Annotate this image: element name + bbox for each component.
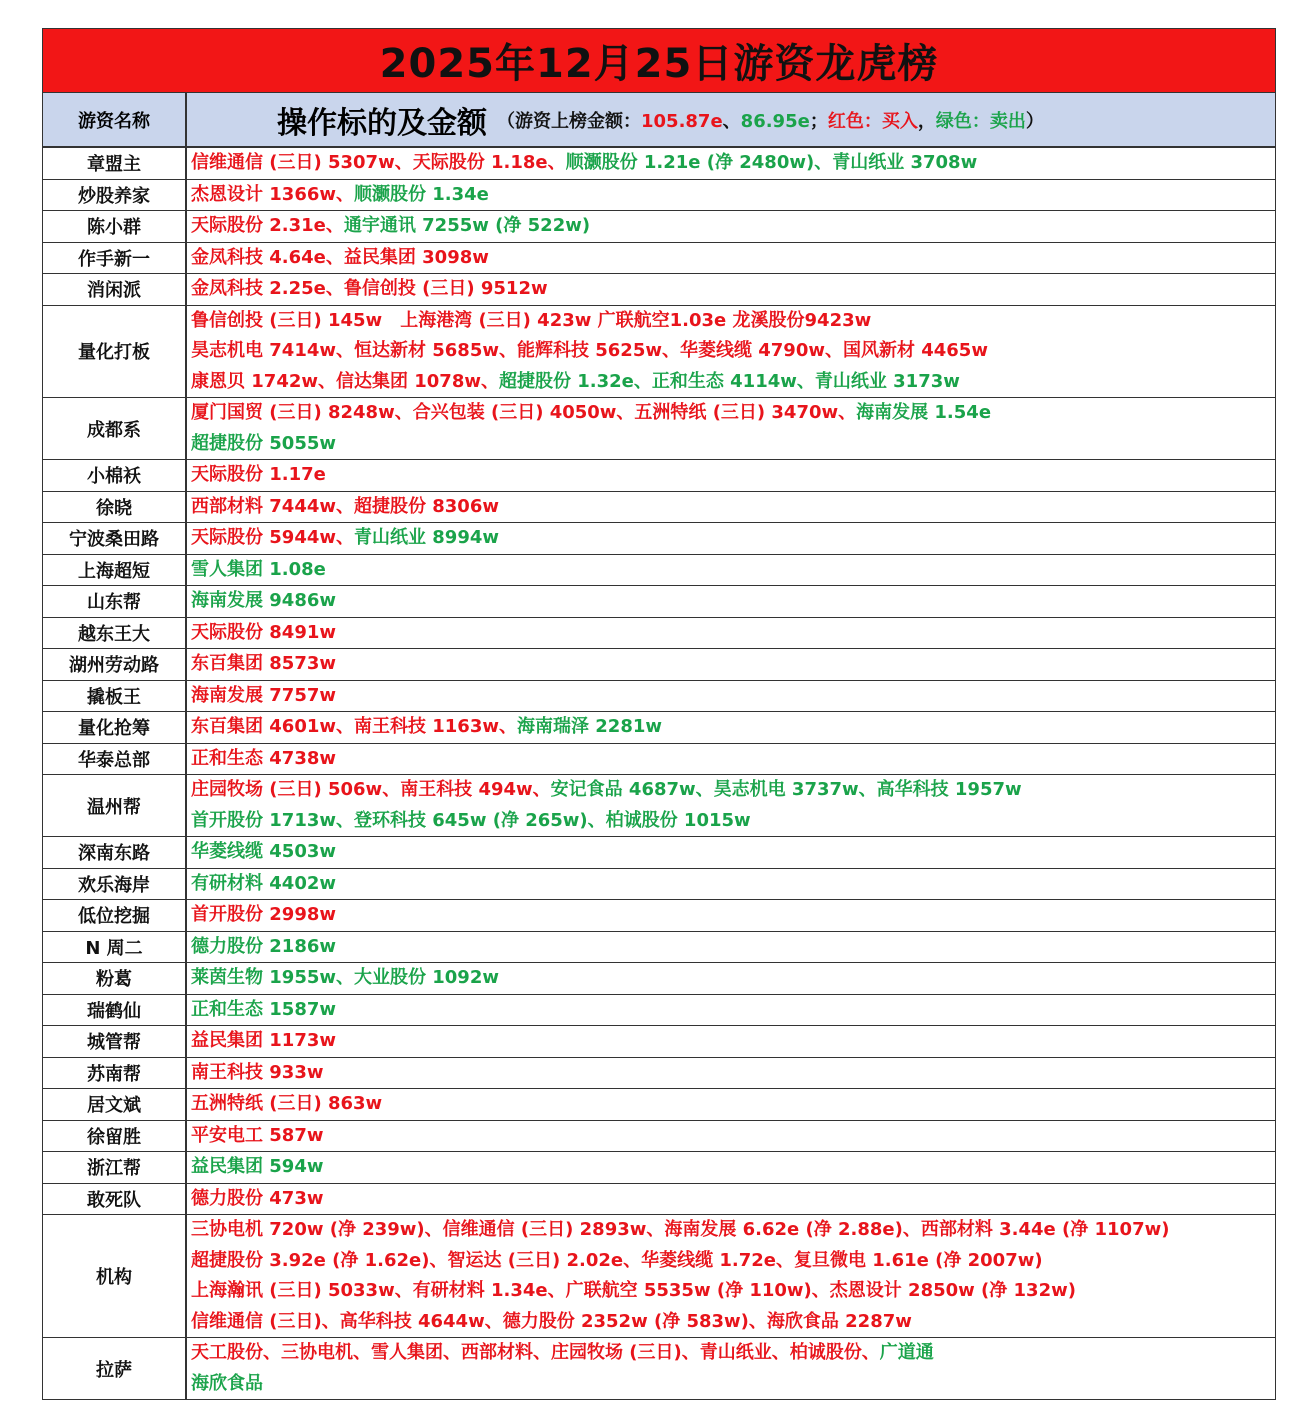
operations-line — [191, 336, 1275, 367]
header-operations-title: 操作标的及金额 — [277, 105, 487, 141]
buy-entry: 三协电机 720w (净 239w)、信维通信 (三日) 2893w、海南发展 6.62e (净 2.88e)、西部材料 3.44e (净 1107w) — [191, 1219, 1170, 1240]
operations-cell — [187, 398, 1275, 459]
buy-entry: 杰恩设计 1366w、 — [191, 183, 354, 205]
buy-entry: 金凤科技 4.64e、益民集团 3098w — [191, 246, 489, 268]
table-row — [43, 306, 1275, 399]
table-row — [43, 869, 1275, 901]
buy-entry: 金凤科技 2.25e、鲁信创投 (三日) 9512w — [191, 278, 548, 299]
operations-line — [191, 1338, 1275, 1369]
trader-name: 华泰总部 — [43, 744, 187, 775]
operations-line — [191, 869, 1275, 900]
sell-entry: 海南瑞泽 2281w — [517, 716, 662, 737]
operations-cell — [187, 1058, 1275, 1089]
operations-cell — [187, 775, 1275, 836]
operations-line — [191, 1026, 1275, 1057]
buy-entry: 首开股份 2998w — [191, 904, 336, 925]
trader-name: 炒股养家 — [43, 180, 187, 211]
legend-segment: ） — [1025, 110, 1044, 132]
operations-cell — [187, 586, 1275, 617]
operations-line — [191, 148, 1275, 179]
buy-entry: 信维通信 (三日) 5307w、天际股份 1.18e、 — [191, 152, 566, 173]
trader-name: 敢死队 — [43, 1184, 187, 1215]
operations-line — [191, 1121, 1275, 1152]
trader-name: 徐晓 — [43, 492, 187, 523]
operations-cell — [187, 211, 1275, 242]
buy-entry: 东百集团 4601w、南王科技 1163w、 — [191, 716, 517, 737]
table-row — [43, 274, 1275, 306]
header-legend — [497, 107, 1044, 133]
operations-line — [191, 429, 1275, 460]
operations-cell — [187, 1026, 1275, 1057]
table-row — [43, 180, 1275, 212]
buy-entry: 五洲特纸 (三日) 863w — [191, 1093, 383, 1114]
operations-line — [191, 900, 1275, 931]
trader-name: 上海超短 — [43, 555, 187, 586]
sell-entry: 海欣食品 — [191, 1372, 263, 1394]
operations-cell — [187, 1152, 1275, 1183]
operations-line — [191, 1215, 1275, 1246]
table-row — [43, 1338, 1275, 1399]
table-body — [43, 148, 1275, 1399]
table-row — [43, 649, 1275, 681]
table-row — [43, 555, 1275, 587]
sell-entry: 正和生态 1587w — [191, 998, 336, 1020]
sell-entry: 雪人集团 1.08e — [191, 558, 326, 580]
operations-cell — [187, 1184, 1275, 1215]
table-row — [43, 932, 1275, 964]
buy-entry: 鲁信创投 (三日) 145w 上海港湾 (三日) 423w 广联航空1.03e 龙溪股份9423w — [191, 309, 872, 331]
operations-line — [191, 649, 1275, 680]
operations-cell — [187, 1121, 1275, 1152]
trader-name: 撬板王 — [43, 681, 187, 712]
operations-line — [191, 274, 1275, 305]
buy-entry: 东百集团 8573w — [191, 653, 336, 674]
operations-line — [191, 398, 1275, 429]
sell-entry: 海南发展 9486w — [191, 590, 336, 611]
operations-line — [191, 1307, 1275, 1338]
operations-line — [191, 523, 1275, 554]
table-header — [43, 93, 1275, 148]
table-row — [43, 1026, 1275, 1058]
table-row — [43, 712, 1275, 744]
buy-entry: 昊志机电 7414w、恒达新材 5685w、能辉科技 5625w、华菱线缆 4790w、国风新材 4465w — [191, 340, 988, 361]
trader-name: 越东王大 — [43, 618, 187, 649]
trader-name: 居文斌 — [43, 1089, 187, 1120]
operations-cell — [187, 837, 1275, 868]
buy-entry: 天际股份 2.31e、 — [191, 215, 344, 236]
operations-cell — [187, 869, 1275, 900]
legend-segment: ， — [917, 110, 936, 132]
trader-name: 陈小群 — [43, 211, 187, 242]
table-row — [43, 681, 1275, 713]
trader-name: 量化抢筹 — [43, 712, 187, 743]
operations-line — [191, 460, 1275, 491]
table-row — [43, 523, 1275, 555]
buy-entry: 康恩贝 1742w、信达集团 1078w、 — [191, 370, 499, 392]
operations-line — [191, 492, 1275, 523]
operations-line — [191, 1246, 1275, 1277]
trader-name: 拉萨 — [43, 1338, 187, 1399]
operations-cell — [187, 744, 1275, 775]
trader-name: 机构 — [43, 1215, 187, 1337]
sell-entry: 华菱线缆 4503w — [191, 841, 336, 862]
table-row — [43, 900, 1275, 932]
operations-line — [191, 1184, 1275, 1215]
operations-cell — [187, 243, 1275, 274]
table-row — [43, 460, 1275, 492]
operations-cell — [187, 932, 1275, 963]
operations-line — [191, 243, 1275, 274]
table-row — [43, 586, 1275, 618]
buy-entry: 德力股份 473w — [191, 1187, 324, 1209]
trader-name: 湖州劳动路 — [43, 649, 187, 680]
trader-name: 低位挖掘 — [43, 900, 187, 931]
legend-segment: （游资上榜金额： — [497, 110, 641, 132]
table-row — [43, 744, 1275, 776]
operations-line — [191, 712, 1275, 743]
operations-line — [191, 837, 1275, 868]
operations-line — [191, 1089, 1275, 1120]
trader-name: 消闲派 — [43, 274, 187, 305]
operations-cell — [187, 274, 1275, 305]
sell-entry: 顺灏股份 1.21e (净 2480w)、青山纸业 3708w — [565, 152, 978, 173]
table-row — [43, 775, 1275, 837]
buy-entry: 海南发展 7757w — [191, 684, 336, 706]
operations-cell — [187, 963, 1275, 994]
operations-line — [191, 932, 1275, 963]
sell-entry: 超捷股份 1.32e、正和生态 4114w、青山纸业 3173w — [499, 370, 960, 392]
operations-line — [191, 1058, 1275, 1089]
trader-name: 深南东路 — [43, 837, 187, 868]
buy-entry: 厦门国贸 (三日) 8248w、合兴包装 (三日) 4050w、五洲特纸 (三日) 3470w、 — [191, 402, 857, 423]
operations-line — [191, 806, 1275, 837]
header-operations — [187, 93, 1275, 146]
operations-cell — [187, 1215, 1275, 1337]
operations-line — [191, 995, 1275, 1026]
trader-name: 浙江帮 — [43, 1152, 187, 1183]
buy-entry: 平安电工 587w — [191, 1124, 324, 1146]
buy-entry: 超捷股份 3.92e (净 1.62e)、智运达 (三日) 2.02e、华菱线缆 1.72e、复旦微电 1.61e (净 2007w) — [191, 1249, 1043, 1271]
operations-cell — [187, 900, 1275, 931]
table-row — [43, 243, 1275, 275]
buy-entry: 上海瀚讯 (三日) 5033w、有研材料 1.34e、广联航空 5535w (净 110w)、杰恩设计 2850w (净 132w) — [191, 1280, 1076, 1301]
buy-entry: 西部材料 7444w、超捷股份 8306w — [191, 495, 499, 517]
trader-name: 粉葛 — [43, 963, 187, 994]
legend-segment: 绿色：卖出 — [935, 110, 1026, 132]
operations-line — [191, 180, 1275, 211]
legend-segment: 86.95e — [740, 110, 810, 132]
buy-entry: 南王科技 933w — [191, 1061, 324, 1083]
table-row — [43, 837, 1275, 869]
operations-cell — [187, 649, 1275, 680]
operations-line — [191, 618, 1275, 649]
buy-entry: 天际股份 1.17e — [191, 464, 326, 485]
trader-name: 成都系 — [43, 398, 187, 459]
table-row — [43, 995, 1275, 1027]
table-row — [43, 1184, 1275, 1216]
sell-entry: 有研材料 4402w — [191, 872, 336, 894]
trader-name: 宁波桑田路 — [43, 523, 187, 554]
operations-cell — [187, 492, 1275, 523]
page-title: 2025年12月25日游资龙虎榜 — [43, 29, 1275, 93]
trader-name: 苏南帮 — [43, 1058, 187, 1089]
table-row — [43, 1121, 1275, 1153]
table-row — [43, 1215, 1275, 1338]
sell-entry: 德力股份 2186w — [191, 935, 336, 957]
buy-entry: 信维通信 (三日)、高华科技 4644w、德力股份 2352w (净 583w)、海欣食品 2287w — [191, 1310, 912, 1332]
trader-name: N 周二 — [43, 932, 187, 963]
table-row — [43, 211, 1275, 243]
operations-line — [191, 367, 1275, 398]
operations-cell — [187, 306, 1275, 398]
operations-line — [191, 555, 1275, 586]
buy-entry: 庄园牧场 (三日) 506w、南王科技 494w、 — [191, 779, 551, 800]
sell-entry: 广道通 — [879, 1342, 934, 1363]
sell-entry: 通宇通讯 7255w (净 522w) — [343, 215, 591, 236]
legend-segment: ； — [809, 110, 828, 132]
sell-entry: 顺灏股份 1.34e — [354, 183, 489, 205]
operations-cell — [187, 618, 1275, 649]
operations-line — [191, 963, 1275, 994]
operations-line — [191, 744, 1275, 775]
table-row — [43, 398, 1275, 460]
trader-name: 作手新一 — [43, 243, 187, 274]
buy-entry: 天际股份 8491w — [191, 621, 336, 643]
table-row — [43, 1152, 1275, 1184]
trader-name: 温州帮 — [43, 775, 187, 836]
sell-entry: 莱茵生物 1955w、大业股份 1092w — [191, 967, 499, 988]
sell-entry: 安记食品 4687w、昊志机电 3737w、高华科技 1957w — [550, 779, 1022, 800]
operations-cell — [187, 555, 1275, 586]
trader-name: 徐留胜 — [43, 1121, 187, 1152]
operations-line — [191, 681, 1275, 712]
operations-line — [191, 1276, 1275, 1307]
sell-entry: 超捷股份 5055w — [191, 432, 336, 454]
sell-entry: 海南发展 1.54e — [856, 402, 992, 423]
table-row — [43, 618, 1275, 650]
table-row — [43, 1058, 1275, 1090]
legend-segment: 红色：买入 — [827, 110, 918, 132]
sell-entry: 首开股份 1713w、登环科技 645w (净 265w)、柏诚股份 1015w — [191, 809, 751, 831]
trader-name: 量化打板 — [43, 306, 187, 398]
operations-cell — [187, 681, 1275, 712]
table-row — [43, 963, 1275, 995]
operations-line — [191, 775, 1275, 806]
operations-line — [191, 586, 1275, 617]
trader-name: 瑞鹤仙 — [43, 995, 187, 1026]
table-row — [43, 148, 1275, 180]
buy-entry: 天工股份、三协电机、雪人集团、西部材料、庄园牧场 (三日)、青山纸业、柏诚股份、 — [191, 1342, 880, 1363]
sell-entry: 益民集团 594w — [191, 1156, 324, 1177]
operations-cell — [187, 712, 1275, 743]
table-row — [43, 1089, 1275, 1121]
trader-name: 山东帮 — [43, 586, 187, 617]
buy-entry: 正和生态 4738w — [191, 747, 336, 769]
buy-entry: 天际股份 5944w、 — [191, 527, 354, 548]
legend-segment: 105.87e — [641, 110, 723, 132]
operations-line — [191, 1152, 1275, 1183]
operations-cell — [187, 148, 1275, 179]
legend-segment: 、 — [722, 110, 741, 132]
trader-name: 章盟主 — [43, 148, 187, 179]
operations-cell — [187, 1338, 1275, 1399]
operations-cell — [187, 180, 1275, 211]
header-trader-name: 游资名称 — [43, 93, 187, 146]
operations-line — [191, 1369, 1275, 1400]
operations-cell — [187, 460, 1275, 491]
operations-line — [191, 211, 1275, 242]
operations-cell — [187, 995, 1275, 1026]
operations-line — [191, 306, 1275, 337]
sell-entry: 青山纸业 8994w — [354, 527, 499, 548]
trader-name: 城管帮 — [43, 1026, 187, 1057]
dragon-tiger-table — [42, 28, 1276, 1400]
trader-name: 欢乐海岸 — [43, 869, 187, 900]
operations-cell — [187, 1089, 1275, 1120]
trader-name: 小棉袄 — [43, 460, 187, 491]
operations-cell — [187, 523, 1275, 554]
table-row — [43, 492, 1275, 524]
buy-entry: 益民集团 1173w — [191, 1030, 336, 1051]
